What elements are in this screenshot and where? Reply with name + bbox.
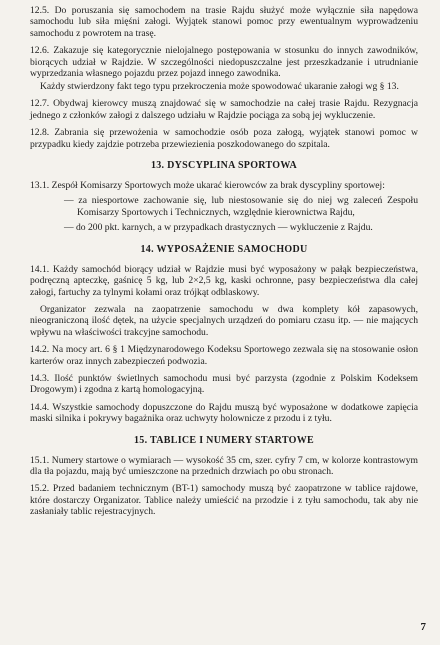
paragraph-13-1: 13.1. Zespół Komisarzy Sportowych może ukarać kierowców za brak dyscypliny sportowej: — [30, 180, 385, 192]
list-item-13-1-a: — za niesportowe zachowanie się, lub niestosowanie się do niej wg zaleceń Zespołu Komisarzy Sportowych i Technicznych, względnie kierownictwa Rajdu, — [64, 195, 418, 218]
paragraph-12-7: 12.7. Obydwaj kierowcy muszą znajdować się w samochodzie na całej trasie Rajdu. Rezygnacja jednego z członków załogi z dalszego udziału w Rajdzie pociąga za sobą jej wykluczenie. — [30, 98, 418, 121]
paragraph-12-6-continued: Każdy stwierdzony fakt tego typu przekroczenia może spowodować ukaranie załogi wg § 13. — [40, 81, 399, 93]
paragraph-14-1: 14.1. Każdy samochód biorący udział w Rajdzie musi być wyposażony w pałąk bezpieczeństwa, podręczną apteczkę, gaśnicę 5 kg, lub 2×2,5 kg, kaski ochronne, pasy bezpieczeństwa dla całej załogi, fartuchy za tylnymi kołami oraz trójkąt odblaskowy. — [30, 263, 418, 298]
paragraph-12-5: 12.5. Do poruszania się samochodem na trasie Rajdu służyć może wyłącznie siła napędowa samochodu lub siła mięśni załogi. Wyjątek stanowi pomoc przy ewentualnym wyprowadzeniu samochodu z powrotem na trasę. — [30, 5, 418, 39]
section-heading-14: 14. WYPOSAŻENIE SAMOCHODU — [140, 243, 308, 255]
section-heading-13: 13. DYSCYPLINA SPORTOWA — [150, 160, 298, 172]
paragraph-12-8: 12.8. Zabrania się przewożenia w samochodzie osób poza załogą, wyjątek stanowi pomoc w przypadku kiedy zajdzie potrzeba przewiezienia poszkodowanego do szpitala. — [30, 127, 418, 150]
page-number: 7 — [420, 621, 426, 633]
paragraph-15-2: 15.2. Przed badaniem technicznym (BT-1) samochody muszą być zaopatrzone w tablice rajdowe, które dostarczy Organizator. Tablice należy umieścić na przodzie i z tyłu samochodu, tak aby nie zasłaniały tablic rejestracyjnych. — [30, 483, 418, 518]
paragraph-14-4: 14.4. Wszystkie samochody dopuszczone do Rajdu muszą być wyposażone w dodatkowe zapięcia maski silnika i pokrywy bagażnika oraz uchwyty holownicze z przodu i z tyłu. — [30, 401, 418, 425]
list-item-13-1-b: — do 200 pkt. karnych, a w przypadkach drastycznych — wykluczenie z Rajdu. — [64, 222, 373, 234]
paragraph-14-3: 14.3. Ilość punktów świetlnych samochodu musi być parzysta (zgodnie z Polskim Kodeksem Drogowym) i zgodna z kartą homologacyjną. — [30, 372, 418, 396]
paragraph-12-6: 12.6. Zakazuje się kategorycznie nielojalnego postępowania w stosunku do innych zawodników, biorących udział w Rajdzie. W szczególności niedopuszczalne jest przeszkadzanie i utrudnianie wyprzedzania własnego pojazdu przez pojazd innego zawodnika. — [30, 45, 418, 80]
section-heading-15: 15. TABLICE I NUMERY STARTOWE — [134, 434, 314, 446]
paragraph-14-2: 14.2. Na mocy art. 6 § 1 Międzynarodowego Kodeksu Sportowego zezwala się na stosowanie osłon karterów oraz innych zabezpieczeń podwozia. — [30, 344, 418, 367]
paragraph-14-1-continued: Organizator zezwala na zaopatrzenie samochodu w dwa komplety kół zapasowych, nieograniczoną ilość dętek, na użycie specjalnych urządzeń do pomiaru czasu itp. — nie mających wpływu na właściwości trakcyjne samochodu. — [30, 303, 418, 338]
paragraph-15-1: 15.1. Numery startowe o wymiarach — wysokość 35 cm, szer. cyfry 7 cm, w kolorze kontrastowym dla tła pojazdu, mają być umieszczone na przednich drzwiach po obu stronach. — [30, 454, 418, 477]
